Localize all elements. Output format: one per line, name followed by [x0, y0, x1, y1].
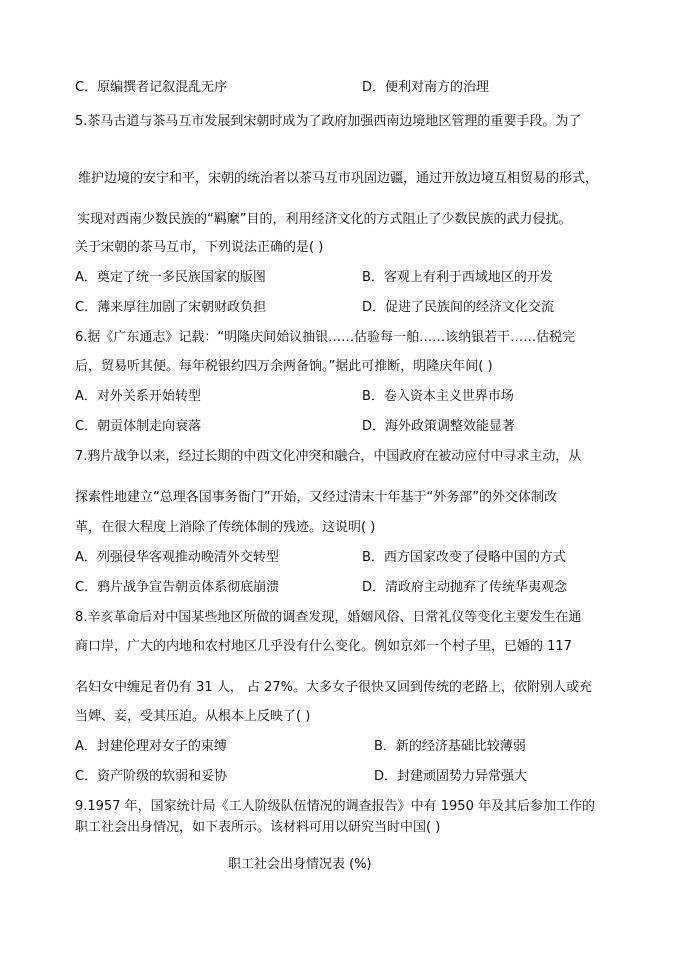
- q5-option-c[interactable]: C．薄来厚往加剧了宋朝财政负担: [75, 300, 267, 315]
- q8-stem-line-3: 名妇女中缠足者仍有 31 人， 占 27%。大多女子很快又回到传统的老路上，依附别人或充: [75, 680, 592, 695]
- q9-table-title: 职工社会出身情况表 (%): [228, 857, 372, 872]
- q8-stem-line-1: 8.辛亥革命后对中国某些地区所做的调查发现，婚姻风俗、日常礼仪等变化主要发生在通: [75, 610, 582, 625]
- q8-option-a[interactable]: A．封建伦理对女子的束缚: [75, 739, 227, 754]
- q7-option-c[interactable]: C．鸦片战争宣告朝贡体系彻底崩溃: [75, 580, 280, 595]
- q9-stem-line-1: 9.1957 年，国家统计局《工人阶级队伍情况的调查报告》中有 1950 年及其后参加工作的: [75, 799, 595, 814]
- q5-option-a[interactable]: A．奠定了统一多民族国家的版图: [75, 270, 266, 285]
- q6-option-b[interactable]: B．卷入资本主义世界市场: [362, 389, 514, 404]
- q6-stem-line-2: 后，贸易听其便。每年税银约四万余两备饷。”据此可推断，明隆庆年间( ): [75, 359, 493, 374]
- q6-option-a[interactable]: A．对外关系开始转型: [75, 389, 201, 404]
- q8-option-d[interactable]: D．封建顽固势力异常强大: [374, 769, 528, 784]
- q5-stem-line-1: 5.茶马古道与茶马互市发展到宋朝时成为了政府加强西南边境地区管理的重要手段。为了: [75, 114, 582, 129]
- q7-stem-line-1: 7.鸦片战争以来，经过长期的中西文化冲突和融合，中国政府在被动应付中寻求主动，从: [75, 449, 582, 464]
- q8-stem-line-2: 商口岸，广大的内地和农村地区几乎没有什么变化。例如京郊一个村子里，已婚的 117: [75, 639, 572, 654]
- q6-option-d[interactable]: D．海外政策调整效能显著: [362, 419, 516, 434]
- q6-option-c[interactable]: C．朝贡体制走向衰落: [75, 419, 202, 434]
- q7-option-b[interactable]: B．西方国家改变了侵略中国的方式: [362, 550, 566, 565]
- q8-option-b[interactable]: B．新的经济基础比较薄弱: [374, 739, 526, 754]
- q5-stem-line-3: 实现对西南少数民族的“羁縻”目的，利用经济文化的方式阻止了少数民族的武力侵扰。: [77, 212, 572, 227]
- q9-stem-line-2: 职工社会出身情况，如下表所示。该材料可用以研究当时中国( ): [75, 820, 441, 835]
- q7-stem-line-3: 革，在很大程度上消除了传统体制的残迹。这说明( ): [75, 520, 376, 535]
- q8-stem-line-4: 当婢、妾，受其压迫。从根本上反映了( ): [75, 709, 311, 724]
- q7-option-a[interactable]: A．列强侵华客观推动晚清外交转型: [75, 550, 279, 565]
- q5-option-d[interactable]: D．促进了民族间的经济文化交流: [362, 300, 555, 315]
- q4-option-c[interactable]: C．原编撰者记叙混乱无序: [75, 80, 228, 95]
- q5-stem-line-2: 维护边境的安宁和平，宋朝的统治者以茶马互市巩固边疆，通过开放边境互相贸易的形式，: [78, 171, 599, 186]
- q7-option-d[interactable]: D．清政府主动抛弃了传统华夷观念: [362, 580, 568, 595]
- q5-stem-line-4: 关于宋朝的茶马互市，下列说法正确的是( ): [75, 240, 324, 255]
- q7-stem-line-2: 探索性地建立“总理各国事务衙门”开始，又经过清末十年基于“外务部”的外交体制改: [75, 490, 557, 505]
- q5-option-b[interactable]: B．客观上有利于西域地区的开发: [362, 270, 553, 285]
- q6-stem-line-1: 6.据《广东通志》记载：“明隆庆间始议抽银……估验每一舶……该纳银若干……估税完: [75, 330, 576, 345]
- q8-option-c[interactable]: C．资产阶级的软弱和妥协: [75, 769, 228, 784]
- q4-option-d[interactable]: D．便利对南方的治理: [362, 80, 490, 95]
